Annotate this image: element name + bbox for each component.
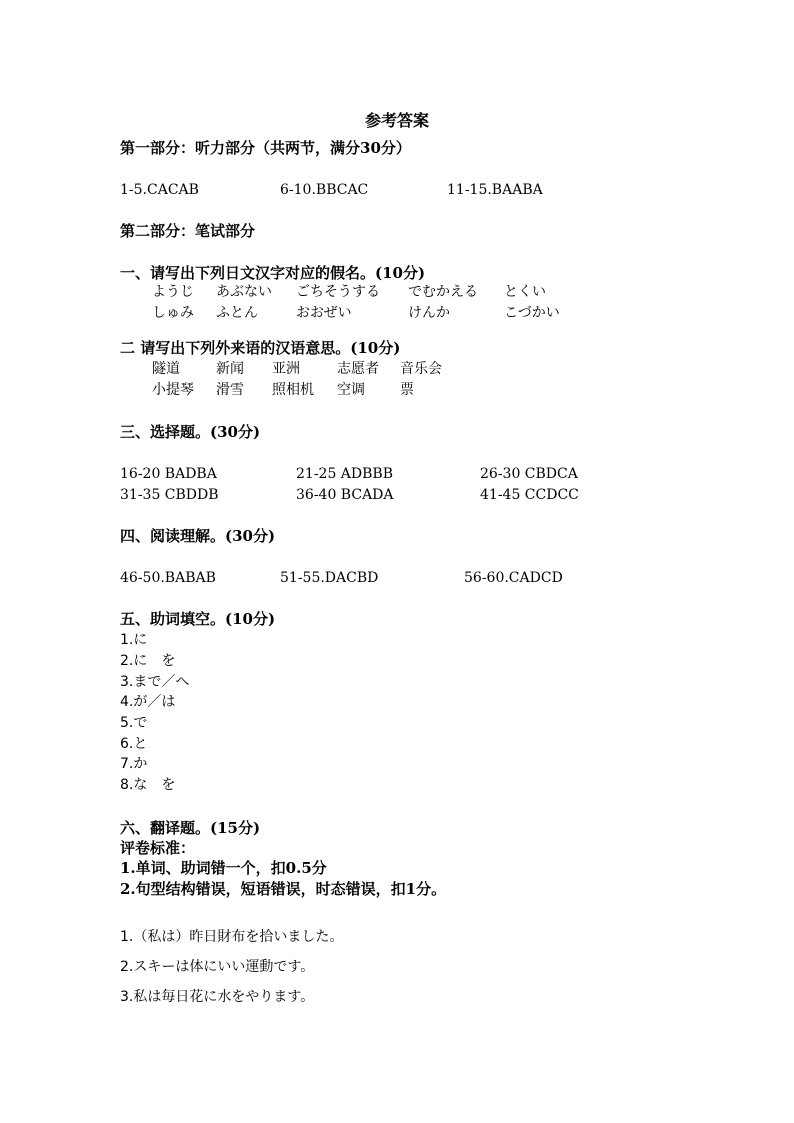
loanword-answer: 小提琴 xyxy=(152,382,194,398)
loanword-answer: 新闻 xyxy=(216,361,244,377)
section4-heading: 四、阅读理解。(30分) xyxy=(120,527,276,545)
part1-answer-2: 6-10.BBCAC xyxy=(280,182,369,198)
reading-answer: 46-50.BABAB xyxy=(120,570,216,586)
part2-heading: 第二部分：笔试部分 xyxy=(120,222,256,240)
loanword-answer: 滑雪 xyxy=(216,382,244,398)
criteria-item: 2.句型结构错误，短语错误，时态错误，扣1分。 xyxy=(120,880,447,898)
particle-answer: 1.に xyxy=(120,632,148,648)
choice-answer: 41-45 CCDCC xyxy=(480,487,579,503)
kana-answer: ようじ xyxy=(152,284,194,300)
section2-heading: 二 请写出下列外来语的汉语意思。(10分) xyxy=(120,339,401,357)
part1-heading: 第一部分：听力部分（共两节，满分30分） xyxy=(120,139,411,157)
kana-answer: でむかえる xyxy=(408,284,478,300)
particle-answer: 7.か xyxy=(120,756,148,772)
particle-answer: 8.な を xyxy=(120,777,176,793)
loanword-answer: 照相机 xyxy=(272,382,314,398)
criteria-label: 评卷标准： xyxy=(120,839,196,857)
kana-answer: とくい xyxy=(504,284,546,300)
section3-heading: 三、选择题。(30分) xyxy=(120,423,261,441)
page-title: 参考答案 xyxy=(364,111,429,130)
choice-answer: 26-30 CBDCA xyxy=(480,466,578,482)
section6-heading: 六、翻译题。(15分) xyxy=(120,819,261,837)
translation-answer: 3.私は毎日花に水をやります。 xyxy=(120,989,315,1005)
particle-answer: 5.で xyxy=(120,715,148,731)
kana-answer: ごちそうする xyxy=(296,284,380,300)
choice-answer: 21-25 ADBBB xyxy=(296,466,394,482)
particle-answer: 3.まで／へ xyxy=(120,674,190,690)
part1-answer-1: 1-5.CACAB xyxy=(120,182,199,198)
kana-answer: けんか xyxy=(408,305,450,321)
translation-answer: 1.（私は）昨日財布を拾いました。 xyxy=(120,929,344,945)
section1-heading: 一、请写出下列日文汉字对应的假名。(10分) xyxy=(120,264,426,282)
choice-answer: 36-40 BCADA xyxy=(296,487,394,503)
particle-answer: 2.に を xyxy=(120,653,176,669)
choice-answer: 16-20 BADBA xyxy=(120,466,217,482)
kana-answer: こづかい xyxy=(504,305,560,321)
section5-heading: 五、助词填空。(10分) xyxy=(120,610,276,628)
loanword-answer: 空调 xyxy=(337,382,365,398)
kana-answer: ふとん xyxy=(216,305,258,321)
loanword-answer: 隧道 xyxy=(152,361,180,377)
reading-answer: 51-55.DACBD xyxy=(280,570,379,586)
choice-answer: 31-35 CBDDB xyxy=(120,487,219,503)
criteria-item: 1.单词、助词错一个，扣0.5分 xyxy=(120,859,327,877)
particle-answer: 4.が／は xyxy=(120,694,176,710)
part1-answer-3: 11-15.BAABA xyxy=(447,182,543,198)
kana-answer: おおぜい xyxy=(296,305,352,321)
loanword-answer: 票 xyxy=(400,382,414,398)
kana-answer: あぶない xyxy=(216,284,272,300)
kana-answer: しゅみ xyxy=(152,305,194,321)
loanword-answer: 志愿者 xyxy=(337,361,379,377)
reading-answer: 56-60.CADCD xyxy=(464,570,563,586)
translation-answer: 2.スキーは体にいい運動です。 xyxy=(120,959,315,975)
loanword-answer: 亚洲 xyxy=(272,361,300,377)
loanword-answer: 音乐会 xyxy=(400,361,442,377)
particle-answer: 6.と xyxy=(120,736,148,752)
